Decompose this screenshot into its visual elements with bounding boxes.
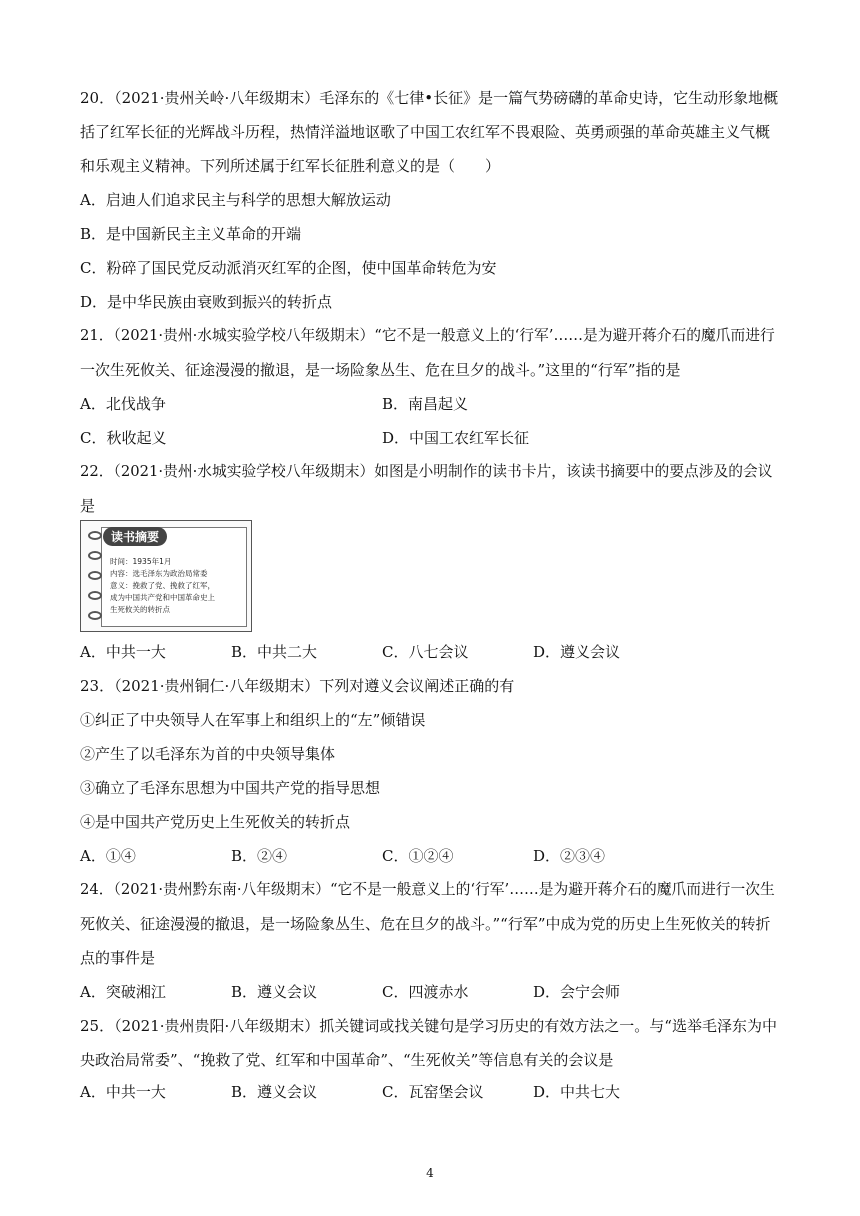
card-line: 时间：1935年1月 bbox=[110, 557, 172, 566]
q25-option-b: B．遵义会议 bbox=[231, 1083, 318, 1101]
q25-option-a: A．中共一大 bbox=[80, 1083, 166, 1101]
q24-option-b: B．遵义会议 bbox=[231, 983, 318, 1001]
q24-option-a: A．突破湘江 bbox=[80, 983, 166, 1001]
q24-option-d: D．会宁会师 bbox=[533, 983, 621, 1001]
q21-option-b: B．南昌起义 bbox=[382, 395, 469, 413]
q25-option-d: D．中共七大 bbox=[533, 1083, 621, 1101]
q21-option-a: A．北伐战争 bbox=[80, 395, 166, 413]
q20-option-a: A．启迪人们追求民主与科学的思想大解放运动 bbox=[80, 191, 391, 209]
q20-stem-line: 和乐观主义精神。下列所述属于红军长征胜利意义的是（ ） bbox=[80, 157, 501, 175]
q20-option-c: C．粉碎了国民党反动派消灭红军的企图，使中国革命转危为安 bbox=[80, 259, 497, 277]
q22-option-c: C．八七会议 bbox=[382, 643, 469, 661]
q25-stem-line: 央政治局常委”、“挽救了党、红军和中国革命”、“生死攸关”等信息有关的会议是 bbox=[80, 1051, 614, 1069]
q23-option-a: A．①④ bbox=[80, 847, 136, 865]
q25-option-c: C．瓦窑堡会议 bbox=[382, 1083, 484, 1101]
q22-option-a: A．中共一大 bbox=[80, 643, 166, 661]
q23-item: ④是中国共产党历史上生死攸关的转折点 bbox=[80, 813, 351, 831]
spiral-ring-icon bbox=[88, 591, 102, 600]
q23-option-d: D．②③④ bbox=[533, 847, 606, 865]
spiral-ring-icon bbox=[88, 611, 102, 620]
card-line: 内容：选毛泽东为政治局常委 bbox=[110, 569, 208, 578]
card-line: 生死攸关的转折点 bbox=[110, 605, 170, 614]
q22-option-b: B．中共二大 bbox=[231, 643, 318, 661]
q21-stem-line: 21．（2021·贵州·水城实验学校八年级期末）“它不是一般意义上的‘行军’……是为避开蒋介石的魔爪而进行 bbox=[80, 327, 775, 344]
reading-card-title: 读书摘要 bbox=[103, 527, 167, 546]
q21-stem-line: 一次生死攸关、征途漫漫的撤退，是一场险象丛生、危在旦夕的战斗。”这里的“行军”指的是 bbox=[80, 361, 681, 379]
spiral-ring-icon bbox=[88, 531, 102, 540]
q22-option-d: D．遵义会议 bbox=[533, 643, 621, 661]
card-line: 成为中国共产党和中国革命史上 bbox=[110, 593, 215, 602]
q23-item: ②产生了以毛泽东为首的中央领导集体 bbox=[80, 745, 336, 763]
q24-stem-line: 点的事件是 bbox=[80, 949, 156, 967]
spiral-ring-icon bbox=[88, 571, 102, 580]
q24-stem-line: 死攸关、征途漫漫的撤退，是一场险象丛生、危在旦夕的战斗。”“行军”中成为党的历史上生死攸关的转折 bbox=[80, 915, 771, 933]
q20-stem-line: 20．（2021·贵州关岭·八年级期末）毛泽东的《七律•长征》是一篇气势磅礴的革命史诗，它生动形象地概 bbox=[80, 89, 779, 107]
q20-option-d: D．是中华民族由衰败到振兴的转折点 bbox=[80, 293, 333, 311]
q21-option-d: D．中国工农红军长征 bbox=[382, 429, 530, 447]
q20-option-b: B．是中国新民主主义革命的开端 bbox=[80, 225, 302, 243]
q25-stem-line: 25．（2021·贵州贵阳·八年级期末）抓关键词或找关键句是学习历史的有效方法之一。与“选举毛泽东为中 bbox=[80, 1017, 777, 1035]
q24-stem-line: 24．（2021·贵州黔东南·八年级期末）“它不是一般意义上的‘行军’……是为避开蒋介石的魔爪而进行一次生 bbox=[80, 881, 775, 898]
q24-option-c: C．四渡赤水 bbox=[382, 983, 469, 1001]
card-line: 意义：挽救了党、挽救了红军， bbox=[110, 581, 215, 590]
q20-stem-line: 括了红军长征的光辉战斗历程，热情洋溢地讴歌了中国工农红军不畏艰险、英勇顽强的革命英雄主义气概 bbox=[80, 123, 771, 141]
q23-option-b: B．②④ bbox=[231, 847, 288, 865]
spiral-ring-icon bbox=[88, 551, 102, 560]
q23-item: ③确立了毛泽东思想为中国共产党的指导思想 bbox=[80, 779, 381, 797]
reading-card-image bbox=[80, 520, 252, 632]
page-number: 4 bbox=[426, 1166, 434, 1180]
q23-option-c: C．①②④ bbox=[382, 847, 454, 865]
q23-item: ①纠正了中央领导人在军事上和组织上的“左”倾错误 bbox=[80, 711, 426, 729]
q22-stem-line: 22．（2021·贵州·水城实验学校八年级期末）如图是小明制作的读书卡片，该读书摘要中的要点涉及的会议 bbox=[80, 463, 773, 480]
q23-stem-line: 23．（2021·贵州铜仁·八年级期末）下列对遵义会议阐述正确的有 bbox=[80, 677, 515, 695]
q22-stem-line: 是 bbox=[80, 497, 96, 515]
q21-option-c: C．秋收起义 bbox=[80, 429, 167, 447]
